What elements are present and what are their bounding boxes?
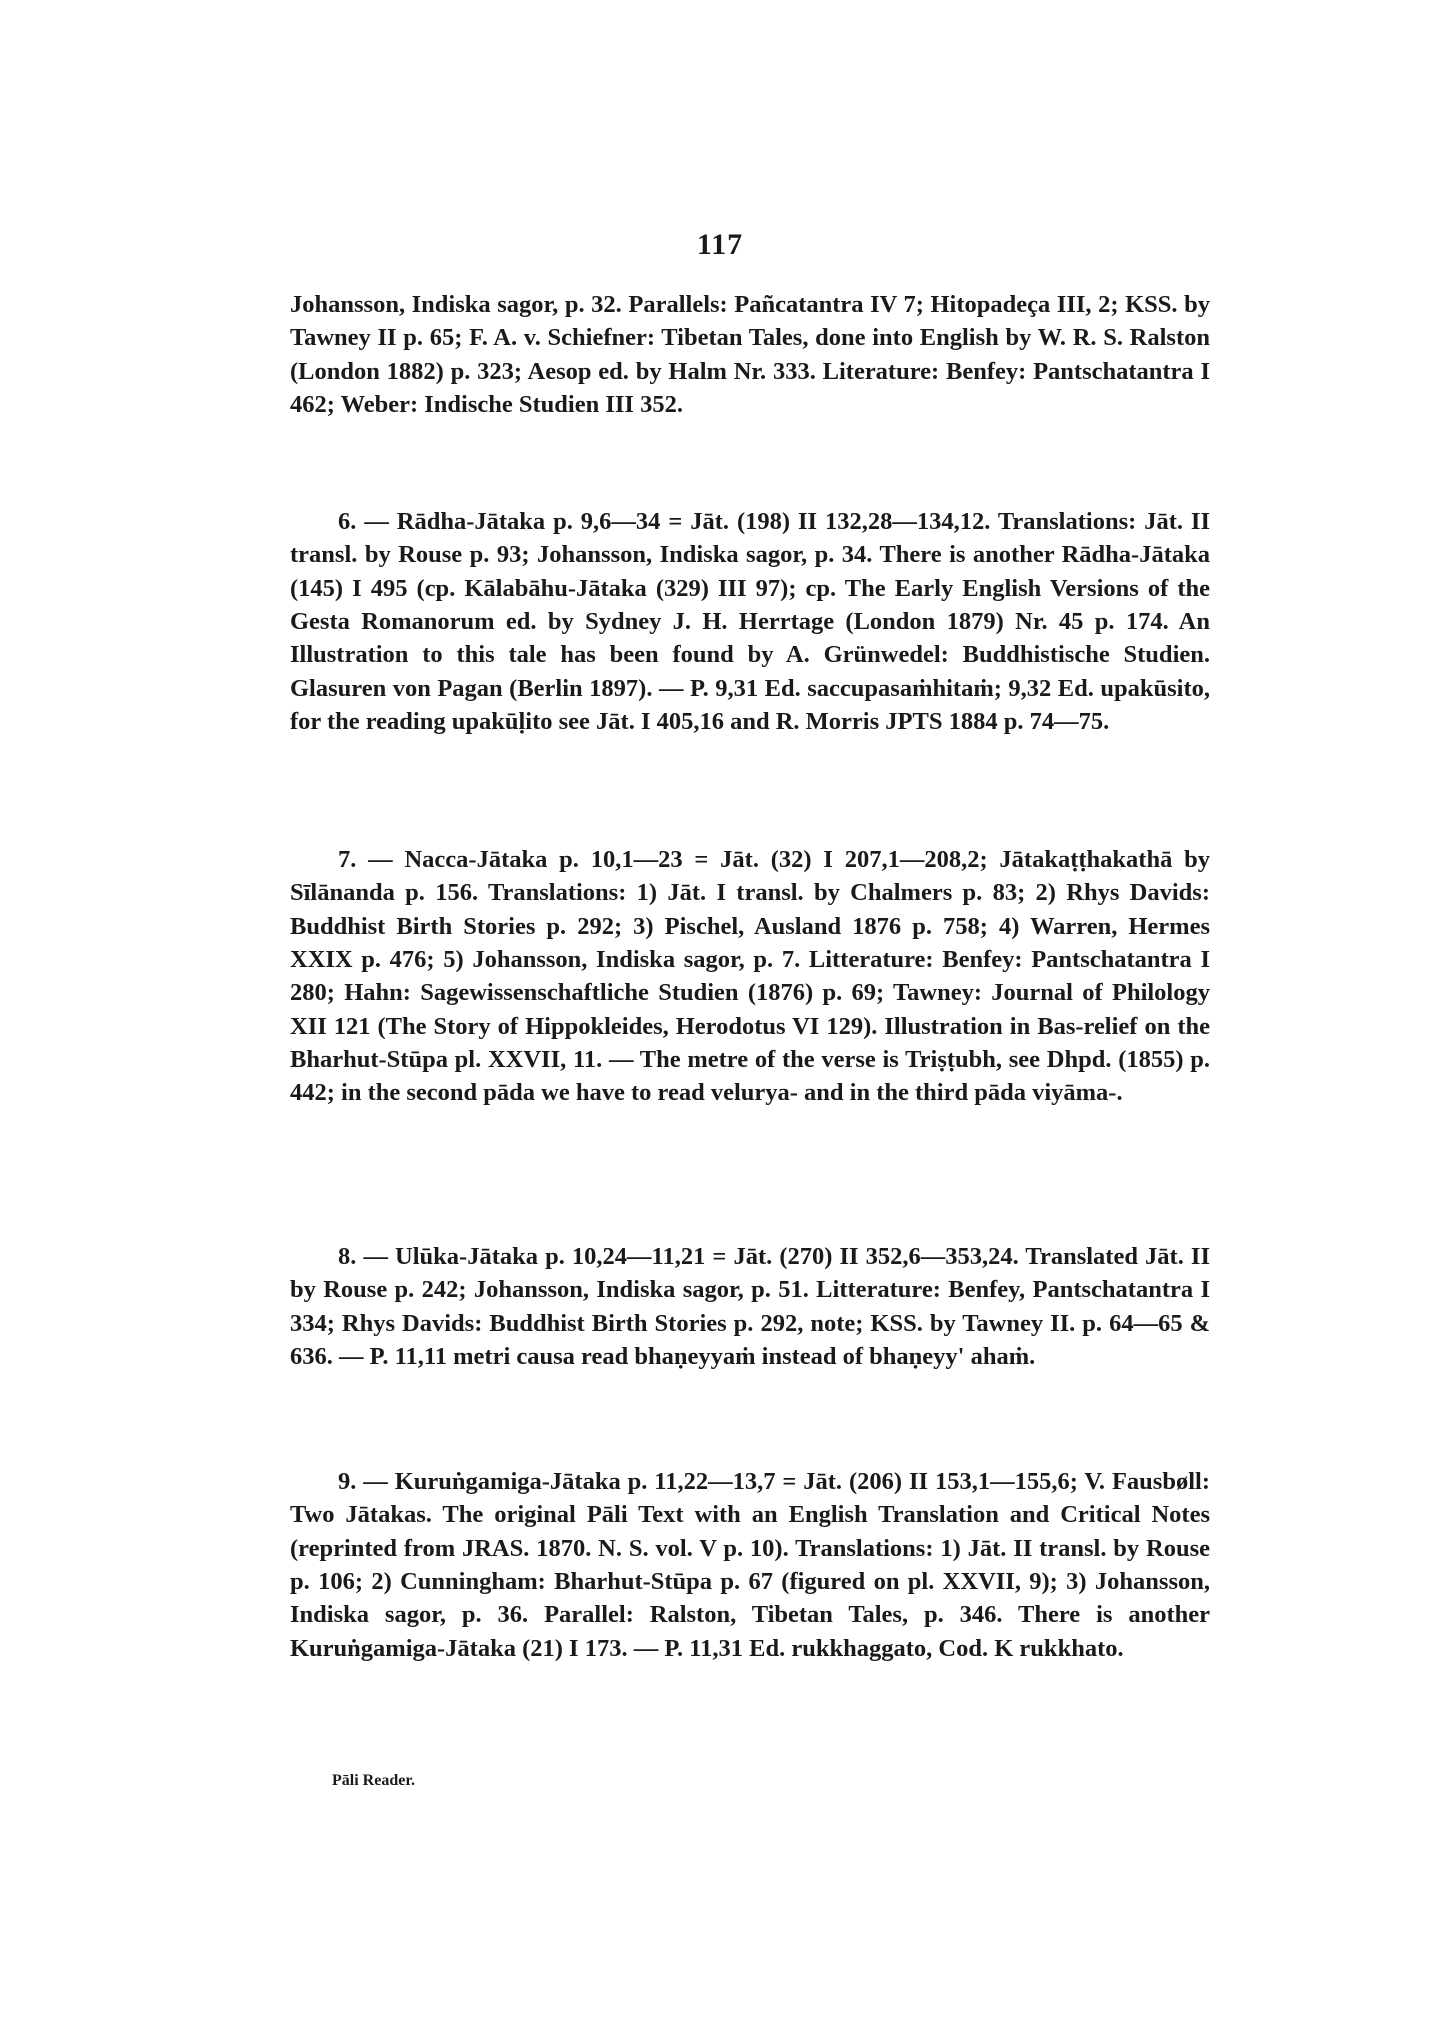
paragraph-text: 7. — Nacca-Jātaka p. 10,1—23 = Jāt. (32) I 207,1—208,2; Jātakaṭṭhakathā by Sīlānanda p. 156. Translations: 1) Jāt. I transl. by Chalmers p. 83; 2) Rhys Davids: Buddhist Birth Stories p. 292; 3) Pischel, Ausland 1876 p. 758; 4) Warren, Hermes XXIX p. 476; 5) Johansson, Indiska sagor, p. 7. Litterature: Benfey: Pantschatantra I 280; Hahn: Sagewissenschaftliche Studien (1876) p. 69; Tawney: Journal of Philology XII 121 (The Story of Hippokleides, Herodotus VI 129). Illustration in Bas-relief on the Bharhut-Stūpa pl. XXVII, 11. — The metre of the verse is Triṣṭubh, see Dhpd. (1855) p. 442; in the second pāda we have to read velurya- and in the third pāda viyāma-. <box>290 846 1210 1107</box>
signature-mark: Pāli Reader. <box>332 1772 415 1789</box>
entry-uluka-jataka <box>290 1240 1210 1373</box>
entry-radha-jataka <box>290 505 1210 738</box>
entry-kurungamiga-jataka <box>290 1465 1210 1665</box>
page-number: 117 <box>696 228 744 261</box>
paragraph-continuation <box>290 288 1210 421</box>
paragraph-text: Johansson, Indiska sagor, p. 32. Parallels: Pañcatantra IV 7; Hitopadeça III, 2; KSS. by Tawney II p. 65; F. A. v. Schiefner: Tibetan Tales, done into English by W. R. S. Ralston (London 1882) p. 323; Aesop ed. by Halm Nr. 333. Literature: Benfey: Pantschatantra I 462; Weber: Indische Studien III 352. <box>290 291 1210 418</box>
paragraph-text: 8. — Ulūka-Jātaka p. 10,24—11,21 = Jāt. (270) II 352,6—353,24. Translated Jāt. II by Rouse p. 242; Johansson, Indiska sagor, p. 51. Litterature: Benfey, Pantschatantra I 334; Rhys Davids: Buddhist Birth Stories p. 292, note; KSS. by Tawney II. p. 64—65 & 636. — P. 11,11 metri causa read bhaṇeyyaṁ instead of bhaṇeyy' ahaṁ. <box>290 1243 1210 1370</box>
paragraph-text: 6. — Rādha-Jātaka p. 9,6—34 = Jāt. (198) II 132,28—134,12. Translations: Jāt. II transl. by Rouse p. 93; Johansson, Indiska sagor, p. 34. There is another Rādha-Jātaka (145) I 495 (cp. Kālabāhu-Jātaka (329) III 97); cp. The Early English Versions of the Gesta Romanorum ed. by Sydney J. H. Herrtage (London 1879) Nr. 45 p. 174. An Illustration to this tale has been found by A. Grünwedel: Buddhistische Studien. Glasuren von Pagan (Berlin 1897). — P. 9,31 Ed. saccupasaṁhitaṁ; 9,32 Ed. upakūsito, for the reading upakūḷito see Jāt. I 405,16 and R. Morris JPTS 1884 p. 74—75. <box>290 508 1210 735</box>
entry-nacca-jataka <box>290 843 1210 1110</box>
paragraph-text: 9. — Kuruṅgamiga-Jātaka p. 11,22—13,7 = Jāt. (206) II 153,1—155,6; V. Fausbøll: Two Jātakas. The original Pāli Text with an English Translation and Critical Notes (reprinted from JRAS. 1870. N. S. vol. V p. 10). Translations: 1) Jāt. II transl. by Rouse p. 106; 2) Cunningham: Bharhut-Stūpa p. 67 (figured on pl. XXVII, 9); 3) Johansson, Indiska sagor, p. 36. Parallel: Ralston, Tibetan Tales, p. 346. There is another Kuruṅgamiga-Jātaka (21) I 173. — P. 11,31 Ed. rukkhaggato, Cod. K rukkhato. <box>290 1468 1210 1662</box>
